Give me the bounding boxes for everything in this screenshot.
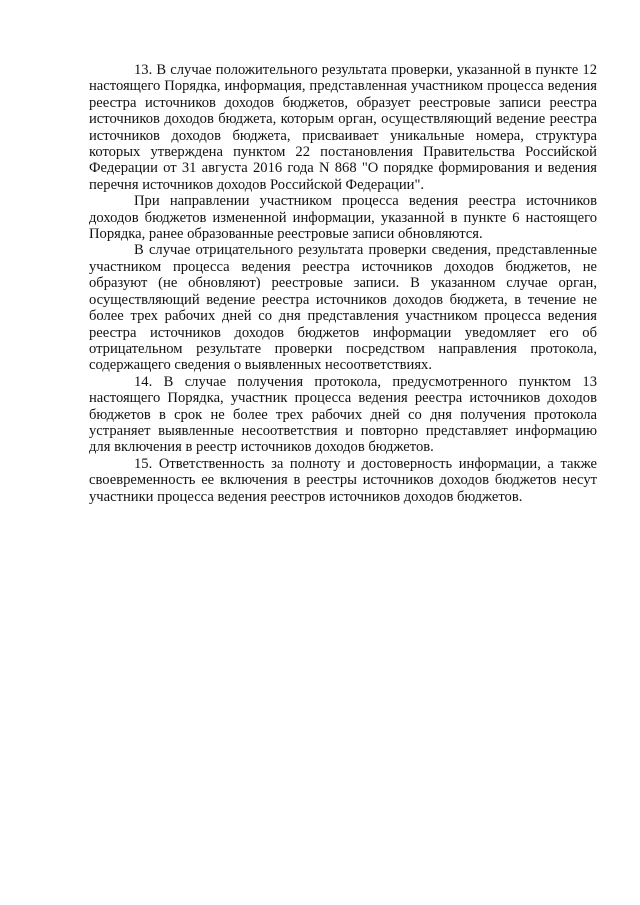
paragraph-13: 13. В случае положительного результата проверки, указанной в пункте 12 настоящего Порядка, информация, представленная участником процесса ведения реестра источников доходов бюджетов, образует реестровые записи реестра источников доходов бюджета, которым орган, осуществляющий ведение реестра источников доходов бюджета, присваивает уникальные номера, структура которых утверждена пунктом 22 постановления Правительства Российской Федерации от 31 августа 2016 года N 868 "О порядке формирования и ведения перечня источников доходов Российской Федерации".: [89, 62, 597, 193]
paragraph-negative-result: В случае отрицательного результата проверки сведения, представленные участником процесса ведения реестра источников доходов бюджетов, не образуют (не обновляют) реестровые записи. В указанном случае орган, осуществляющий ведение реестра источников доходов бюджета, в течение не более трех рабочих дней со дня представления участником процесса ведения реестра источников доходов бюджетов информации уведомляет его об отрицательном результате проверки посредством направления протокола, содержащего сведения о выявленных несоответствиях.: [89, 242, 597, 374]
paragraph-update-records: При направлении участником процесса ведения реестра источников доходов бюджетов измененной информации, указанной в пункте 6 настоящего Порядка, ранее образованные реестровые записи обновляются.: [89, 193, 597, 243]
paragraph-15: 15. Ответственность за полноту и достоверность информации, а также своевременность ее включения в реестры источников доходов бюджетов несут участники процесса ведения реестров источников доходов бюджетов.: [89, 455, 597, 505]
paragraph-14: 14. В случае получения протокола, предусмотренного пунктом 13 настоящего Порядка, участник процесса ведения реестра источников доходов бюджетов в срок не более трех рабочих дней со дня получения протокола устраняет выявленные несоответствия и повторно представляет информацию для включения в реестр источников доходов бюджетов.: [89, 373, 597, 456]
document-page: [89, 62, 597, 505]
